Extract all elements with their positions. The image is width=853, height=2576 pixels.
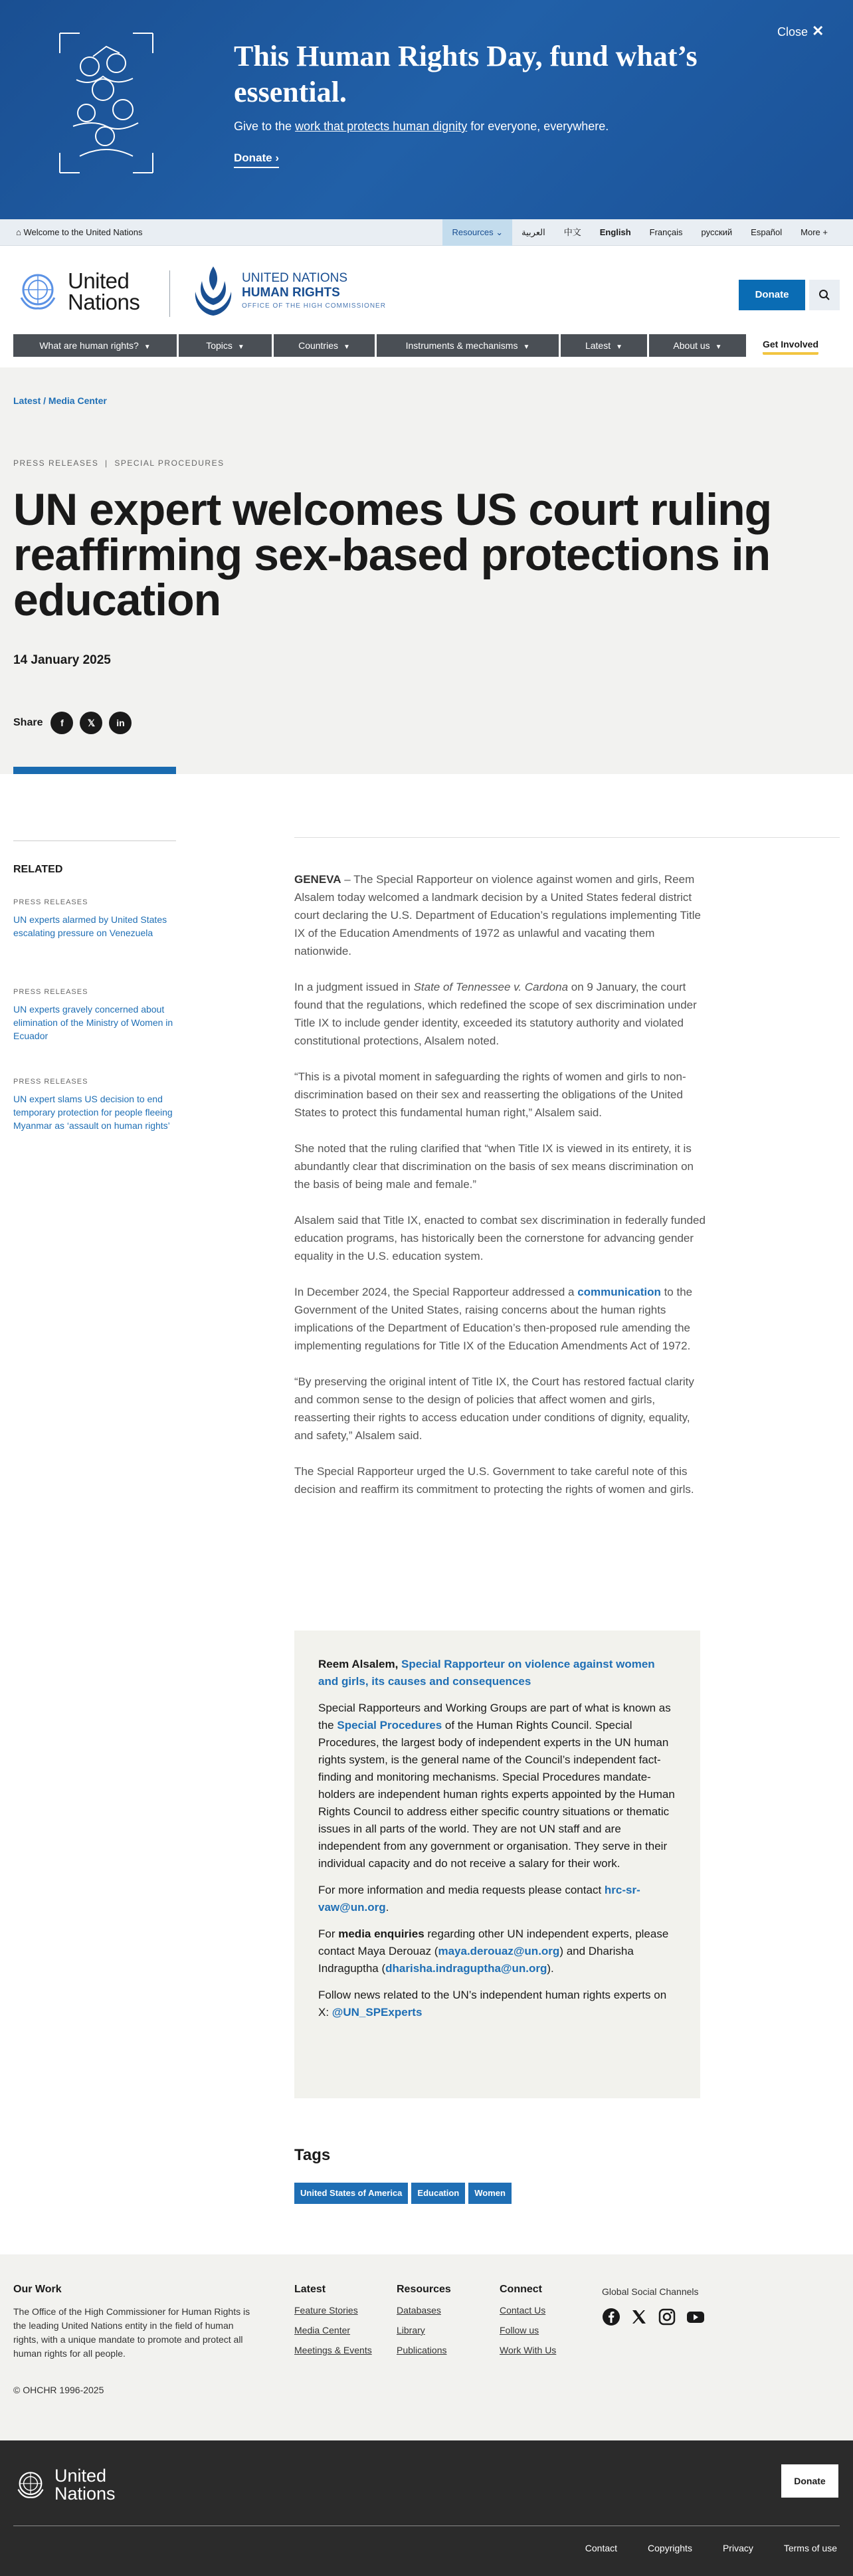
un-welcome-link[interactable]: ⌂ Welcome to the United Nations xyxy=(16,227,143,237)
expert-name: Reem Alsalem, Special Rapporteur on violence against women and girls, its causes and consequences xyxy=(318,1658,655,1688)
breadcrumb[interactable]: Latest / Media Center xyxy=(13,395,107,406)
chevron-down-icon: ▼ xyxy=(143,344,151,351)
footer-donate-button[interactable]: Donate xyxy=(781,2464,838,2498)
nav-about-us[interactable]: About us ▼ xyxy=(649,334,746,357)
contact-link[interactable]: Contact xyxy=(585,2543,618,2553)
ohchr-name: UNITED NATIONS HUMAN RIGHTS OFFICE OF THE HIGH COMMISSIONER xyxy=(242,271,386,310)
related-item xyxy=(13,988,179,1042)
dharisha-email-link[interactable]: dharisha.indraguptha@un.org xyxy=(385,1962,547,1975)
related-link[interactable]: UN experts gravely concerned about elimination of the Ministry of Women in Ecuador xyxy=(13,1004,173,1041)
x-icon[interactable] xyxy=(630,2308,648,2329)
our-work-text: The Office of the High Commissioner for Human Rights is the leading United Nations entity in the field of human rights, with a unique mandate to promote and protect all human rights for all people. xyxy=(13,2306,250,2359)
un-emblem-icon xyxy=(13,2469,48,2501)
paragraph: In a judgment issued in State of Tennessee v. Cardona on 9 January, the court found that the regulations, which redefined the scope of sex discrimination under Title IX to include gender identity, exceeded its statutory authority and violated constitutional protections, Alsalem noted. xyxy=(294,981,697,1047)
footer-link[interactable]: Contact Us xyxy=(500,2305,546,2316)
footer-link[interactable]: Media Center xyxy=(294,2325,351,2335)
chevron-down-icon: ⌄ xyxy=(496,227,504,237)
banner-subtitle: Give to the work that protects human dignity for everyone, everywhere. xyxy=(234,120,609,133)
related-link[interactable]: UN expert slams US decision to end temporary protection for people fleeing Myanmar as ‘assault on human rights’ xyxy=(13,1094,173,1131)
tag-list xyxy=(294,2183,515,2204)
nav-topics[interactable]: Topics ▼ xyxy=(179,334,272,357)
footer-col-latest: Latest Feature Stories Media Center Meetings & Events xyxy=(294,2284,372,2355)
nav-latest[interactable]: Latest ▼ xyxy=(561,334,647,357)
ohchr-logo[interactable] xyxy=(189,261,386,320)
chevron-right-icon: › xyxy=(275,151,280,164)
content-divider xyxy=(294,837,840,838)
un-footer-logo[interactable] xyxy=(13,2467,116,2503)
share-label: Share xyxy=(13,717,43,728)
close-icon: ✕ xyxy=(812,23,824,39)
chevron-down-icon: ▼ xyxy=(715,344,722,351)
facebook-icon[interactable] xyxy=(602,2308,620,2329)
header-donate-button[interactable]: Donate xyxy=(739,280,805,310)
paragraph: In December 2024, the Special Rapporteur addressed a communication to the Government of the United States, raising concerns about the human rights implications of the Department of Education’s then-proposed rule amending the implementing regulations for Title IX of the Education Amendments Act of 1972. xyxy=(294,1286,693,1352)
contact-info: For more information and media requests please contact hrc-sr-vaw@un.org. xyxy=(318,1884,640,1914)
media-enquiries: For media enquiries regarding other UN independent experts, please contact Maya Derouaz (maya.derouaz@un.org) and Dharisha Indraguptha (dharisha.indraguptha@un.org). xyxy=(318,1928,669,1975)
publish-date: 14 January 2025 xyxy=(13,653,111,667)
resources-dropdown[interactable]: Resources ⌄ xyxy=(442,219,512,246)
social-heading: Global Social Channels xyxy=(602,2286,699,2297)
related-category: PRESS RELEASES xyxy=(13,988,88,996)
chevron-down-icon: ▼ xyxy=(523,344,530,351)
communication-link[interactable]: communication xyxy=(577,1286,661,1298)
search-button[interactable] xyxy=(809,280,840,310)
chevron-down-icon: ▼ xyxy=(616,344,623,351)
lang-french[interactable]: Français xyxy=(649,227,683,237)
footer-link[interactable]: Databases xyxy=(397,2305,441,2316)
maya-email-link[interactable]: maya.derouaz@un.org xyxy=(438,1945,560,1957)
footer-col-connect: Connect Contact Us Follow us Work With Us xyxy=(500,2284,557,2355)
human-rights-illustration xyxy=(53,27,159,179)
footer-legal-links xyxy=(555,2543,837,2553)
special-procedures-link[interactable]: Special Procedures xyxy=(337,1719,442,1732)
tag-united-states[interactable]: United States of America xyxy=(294,2183,408,2204)
banner-donate-link[interactable]: Donate › xyxy=(234,151,279,168)
banner-title: This Human Rights Day, fund what’s essential. xyxy=(234,40,698,108)
mandate-link[interactable]: Special Rapporteur on violence against women and girls, its causes and consequences xyxy=(318,1658,655,1688)
paragraph: “This is a pivotal moment in safeguarding the rights of women and girls to non-discrimination based on their sex and reasserting the obligations of the United States to protect this fundamental human right,” Alsalem said. xyxy=(294,1070,686,1119)
x-handle-link[interactable]: @UN_SPExperts xyxy=(332,2006,423,2019)
un-name: United Nations xyxy=(68,268,140,314)
tag-women[interactable]: Women xyxy=(468,2183,512,2204)
footer-link[interactable]: Publications xyxy=(397,2345,447,2355)
paragraph: GENEVA – The Special Rapporteur on violence against women and girls, Reem Alsalem today welcomed a landmark decision by a United States federal district court declaring the U.S. Department of Education’s regulations implementing Title IX of the Education Amendments of 1972 as unlawful and vacating them nationwide. xyxy=(294,873,702,957)
un-emblem-icon xyxy=(15,271,61,312)
related-item xyxy=(13,898,179,940)
nav-countries[interactable]: Countries ▼ xyxy=(274,334,375,357)
un-logo[interactable] xyxy=(15,270,140,313)
footer-link[interactable]: Work With Us xyxy=(500,2345,557,2355)
our-work-heading: Our Work xyxy=(13,2284,62,2295)
lang-russian[interactable]: русский xyxy=(701,227,733,237)
footer-col-resources: Resources Databases Library Publications xyxy=(397,2284,451,2355)
banner-close-button[interactable]: Close ✕ xyxy=(777,23,824,39)
instagram-icon[interactable] xyxy=(658,2308,676,2329)
paragraph: “By preserving the original intent of Title IX, the Court has restored factual clarity and common sense to the design of policies that affect women and girls, reasserting their rights to access education under conditions of dignity, equality, and safety,” Alsalem said. xyxy=(294,1375,694,1442)
main-navigation xyxy=(13,334,748,357)
article-categories: PRESS RELEASES | SPECIAL PROCEDURES xyxy=(13,458,225,468)
youtube-icon[interactable] xyxy=(686,2308,706,2329)
un-footer-name: United Nations xyxy=(54,2466,116,2504)
page-title: UN expert welcomes US court ruling reaffirming sex-based protections in education xyxy=(13,484,772,625)
tag-education[interactable]: Education xyxy=(411,2183,465,2204)
get-involved-link[interactable]: Get Involved xyxy=(763,339,818,355)
footer-link[interactable]: Library xyxy=(397,2325,425,2335)
lang-chinese[interactable]: 中文 xyxy=(563,227,581,237)
lang-english[interactable]: English xyxy=(599,227,631,237)
language-bar xyxy=(442,219,837,246)
share-bar xyxy=(13,712,138,734)
facebook-icon[interactable]: f xyxy=(50,712,73,734)
article-header xyxy=(0,367,853,774)
paragraph: She noted that the ruling clarified that “when Title IX is viewed in its entirety, it is abundantly clear that discrimination on the basis of sex means discrimination on the basis of being male and female.” xyxy=(294,1142,694,1191)
nav-instruments-mechanisms[interactable]: Instruments & mechanisms ▼ xyxy=(377,334,559,357)
lang-arabic[interactable]: العربية xyxy=(521,227,545,237)
related-category: PRESS RELEASES xyxy=(13,898,88,906)
linkedin-icon[interactable]: in xyxy=(109,712,132,734)
related-category: PRESS RELEASES xyxy=(13,1078,88,1086)
lang-spanish[interactable]: Español xyxy=(751,227,783,237)
contact-email-link[interactable]: hrc-sr-vaw@un.org xyxy=(318,1884,640,1914)
related-heading: RELATED xyxy=(13,864,63,875)
un-top-bar xyxy=(0,219,853,246)
terms-link[interactable]: Terms of use xyxy=(783,2543,837,2553)
chevron-down-icon: ▼ xyxy=(343,344,350,351)
site-footer xyxy=(0,2254,853,2440)
tags-heading: Tags xyxy=(294,2146,331,2164)
copyright: © OHCHR 1996-2025 xyxy=(13,2385,104,2395)
follow-news: Follow news related to the UN’s independent human rights experts on X: @UN_SPExperts xyxy=(318,1989,667,2019)
footer-link[interactable]: Meetings & Events xyxy=(294,2345,372,2355)
footer-link[interactable]: Follow us xyxy=(500,2325,539,2335)
search-icon xyxy=(818,289,830,301)
copyrights-link[interactable]: Copyrights xyxy=(648,2543,692,2553)
accent-bar xyxy=(13,767,176,774)
donation-banner xyxy=(0,0,853,219)
social-icons xyxy=(602,2308,715,2329)
nav-what-are-human-rights[interactable]: What are human rights? ▼ xyxy=(13,334,177,357)
x-icon[interactable]: 𝕏 xyxy=(80,712,102,734)
un-footer xyxy=(0,2440,853,2576)
privacy-link[interactable]: Privacy xyxy=(722,2543,753,2553)
footer-link[interactable]: Feature Stories xyxy=(294,2305,358,2316)
special-procedures-text: Special Rapporteurs and Working Groups are part of what is known as the Special Procedures of the Human Rights Council. Special Procedures, the largest body of independent experts in the UN human rights system, is the general name of the Council’s independent fact-finding and monitoring mechanisms. Special Procedures mandate-holders are independent human rights experts appointed by the Human Rights Council to address either specific country situations or thematic issues in all parts of the world. They are not UN staff and are independent from any government or organisation. They serve in their individual capacity and do not receive a salary for their work. xyxy=(318,1702,675,1870)
banner-work-link[interactable]: work that protects human dignity xyxy=(295,120,468,133)
expert-info-box xyxy=(294,1631,700,2098)
paragraph: Alsalem said that Title IX, enacted to combat sex discrimination in federally funded education programs, has historically been the cornerstone for advancing gender equality in the U.S. education system. xyxy=(294,1214,706,1262)
related-link[interactable]: UN experts alarmed by United States escalating pressure on Venezuela xyxy=(13,914,167,938)
ohchr-flame-icon xyxy=(189,261,238,320)
chevron-down-icon: ▼ xyxy=(237,344,244,351)
related-item xyxy=(13,1078,179,1132)
paragraph: The Special Rapporteur urged the U.S. Government to take careful note of this decision and reaffirm its commitment to protecting the rights of women and girls. xyxy=(294,1465,694,1496)
home-icon: ⌂ xyxy=(16,227,21,237)
header-divider xyxy=(169,270,170,317)
article-body xyxy=(294,870,706,1516)
more-languages[interactable]: More + xyxy=(801,227,828,237)
site-header xyxy=(0,247,853,333)
